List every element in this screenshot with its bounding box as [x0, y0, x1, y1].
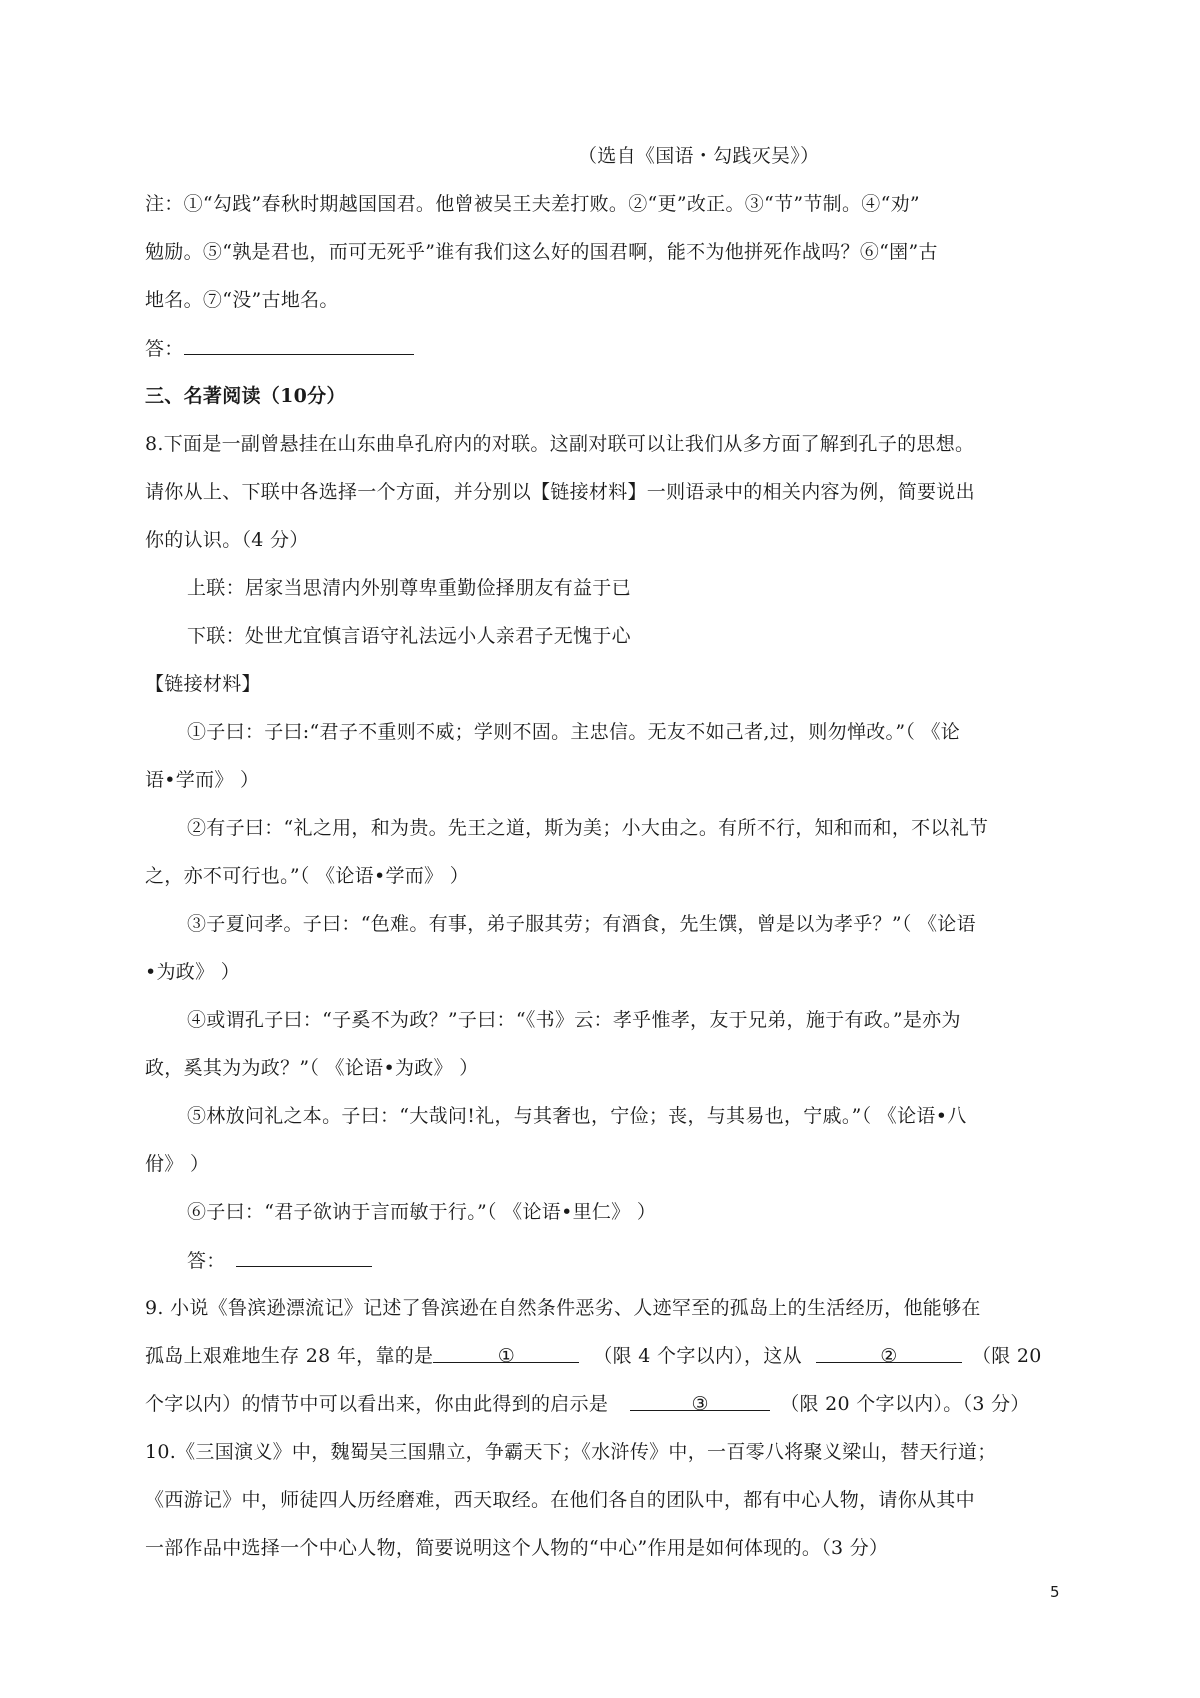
q9-blank-2[interactable]: ② [816, 1342, 962, 1363]
q10-line-1: 10.《三国演义》中，魏蜀吴三国鼎立，争霸天下；《水浒传》中，一百零八将聚义梁山，替天行道； [145, 1441, 997, 1463]
q9-text: 个字以内）的情节中可以看出来，你由此得到的启示是 [145, 1393, 609, 1415]
q10-line-3: 一部作品中选择一个中心人物，简要说明这个人物的“中心”作用是如何体现的。（3 分） [145, 1537, 889, 1559]
answer-row-q8 [187, 1246, 372, 1275]
material-4-line-2: 政，奚其为为政？”（ 《论语•为政》 ） [145, 1057, 479, 1079]
material-3-line-2: •为政》 ） [145, 961, 241, 983]
couplet-lower: 下联：处世尤宜慎言语守礼法远小人亲君子无愧于心 [187, 625, 631, 647]
q9-text: （限 20 个字以内）。（3 分） [780, 1393, 1030, 1415]
note-line-1: 注：①“勾践”春秋时期越国国君。他曾被吴王夫差打败。②“更”改正。③“节”节制。④“劝” [145, 193, 920, 215]
q9-line-3 [145, 1390, 1030, 1418]
q9-text: （限 4 个字以内），这从 [593, 1345, 802, 1367]
answer-blank-q7[interactable] [184, 334, 414, 355]
q8-line-3: 你的认识。（4 分） [145, 529, 309, 551]
q9-text: （限 20 [971, 1345, 1042, 1367]
source-citation: （选自《国语・勾践灭吴》） [578, 145, 820, 167]
link-material-title: 【链接材料】 [145, 673, 261, 695]
q9-line-1: 9. 小说《鲁滨逊漂流记》记述了鲁滨逊在自然条件恶劣、人迹罕至的孤岛上的生活经历，他能够在 [145, 1297, 981, 1319]
note-line-3: 地名。⑦“没”古地名。 [145, 289, 339, 311]
answer-label: 答： [145, 338, 184, 360]
answer-blank-q8[interactable] [236, 1246, 372, 1267]
material-4-line-1: ④或谓孔子曰：“子奚不为政？”子曰：“《书》云：孝乎惟孝，友于兄弟，施于有政。”是亦为 [187, 1009, 961, 1031]
material-1-line-1: ①子曰：子曰:“君子不重则不威；学则不固。主忠信。无友不如己者,过，则勿惮改。”（ 《论 [187, 721, 961, 743]
note-line-2: 勉励。⑤“孰是君也，而可无死乎”谁有我们这么好的国君啊，能不为他拼死作战吗？⑥“圉”古 [145, 241, 938, 263]
material-6-line-1: ⑥子曰：“君子欲讷于言而敏于行。”（ 《论语•里仁》 ） [187, 1201, 657, 1223]
answer-row-q7 [145, 334, 414, 363]
answer-label: 答： [187, 1250, 226, 1272]
q10-line-2: 《西游记》中，师徒四人历经磨难，西天取经。在他们各自的团队中，都有中心人物，请你从其中 [145, 1489, 975, 1511]
q9-line-2 [145, 1342, 1042, 1370]
material-2-line-1: ②有子曰：“礼之用，和为贵。先王之道，斯为美；小大由之。有所不行，知和而和，不以礼节 [187, 817, 989, 839]
q9-blank-3[interactable]: ③ [630, 1390, 770, 1411]
material-5-line-2: 佾》 ） [145, 1153, 210, 1175]
page-number: 5 [1050, 1583, 1060, 1601]
material-2-line-2: 之，亦不可行也。”（ 《论语•学而》 ） [145, 865, 470, 887]
q8-line-2: 请你从上、下联中各选择一个方面，并分别以【链接材料】一则语录中的相关内容为例，简要说出 [145, 481, 975, 503]
material-1-line-2: 语•学而》 ） [145, 769, 260, 791]
q8-line-1: 8.下面是一副曾悬挂在山东曲阜孔府内的对联。这副对联可以让我们从多方面了解到孔子的思想。 [145, 433, 975, 455]
material-3-line-1: ③子夏问孝。子曰：“色难。有事，弟子服其劳；有酒食，先生馔，曾是以为孝乎？”（ 《论语 [187, 913, 976, 935]
q9-blank-1[interactable]: ① [433, 1342, 579, 1363]
couplet-upper: 上联：居家当思清内外别尊卑重勤俭择朋友有益于已 [187, 577, 631, 599]
section-title: 三、名著阅读（10分） [145, 385, 346, 407]
q9-text: 孤岛上艰难地生存 28 年，靠的是 [145, 1345, 434, 1367]
material-5-line-1: ⑤林放问礼之本。子曰：“大哉问!礼，与其奢也，宁俭；丧，与其易也，宁戚。”（ 《论语•八 [187, 1105, 967, 1127]
